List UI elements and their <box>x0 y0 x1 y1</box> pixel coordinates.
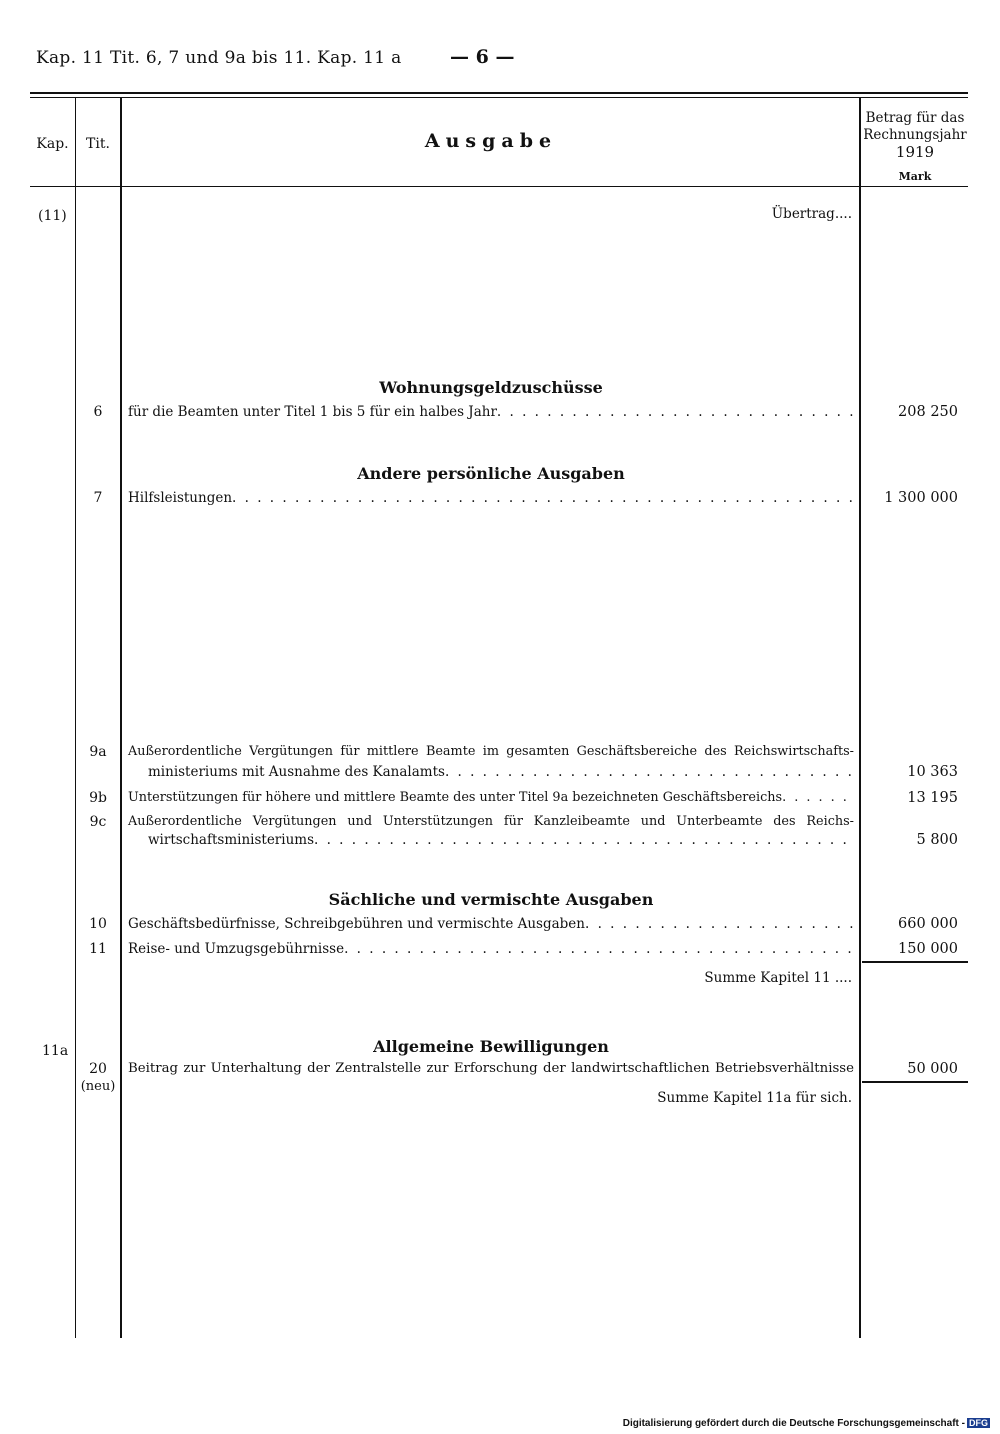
item-9a-line1: Außerordentliche Vergütungen für mittlere Beamte im gesamten Geschäftsbereiche des Reichswirtschafts- <box>128 744 854 759</box>
tit-9b: 9b <box>89 790 107 806</box>
item-9b-text: Unterstützungen für höhere und mittlere Beamte des unter Titel 9a bezeichneten Geschäftsbereichs <box>128 790 783 805</box>
item-9a <box>148 764 854 780</box>
col-header-tit: Tit. <box>86 136 110 152</box>
item-7 <box>128 490 854 506</box>
item-11-text: Reise- und Umzugsgebührnisse <box>128 941 345 957</box>
section-andere: Andere persönliche Ausgaben <box>357 464 625 483</box>
item-10 <box>128 916 854 932</box>
col-header-year: 1919 <box>895 143 935 161</box>
amount-11: 150 000 <box>898 941 958 957</box>
summe-kap-11: Summe Kapitel 11 .... <box>704 970 852 986</box>
page-number: — 6 — <box>450 46 515 68</box>
item-9c-line2: wirtschaftsministeriums <box>148 832 315 848</box>
header-bottom-rule <box>30 186 968 187</box>
tit-20-note: (neu) <box>80 1079 116 1094</box>
item-9a-line2: ministeriums mit Ausnahme des Kanalamts <box>148 764 445 780</box>
item-11 <box>128 941 854 957</box>
dfg-logo: DFG <box>969 1418 988 1428</box>
footer-credit <box>623 1418 990 1429</box>
sum-rule-11 <box>862 961 968 963</box>
footer-credit-text: Digitalisierung gefördert durch die Deutsche Forschungsgemeinschaft - <box>622 1418 965 1429</box>
col-divider-betrag <box>859 98 861 1338</box>
item-6 <box>128 404 854 420</box>
item-7-text: Hilfsleistungen <box>128 490 233 506</box>
item-20-text: Beitrag zur Unterhaltung der Zentralstelle zur Erforschung der landwirtschaftlichen Betriebsverhältnisse <box>128 1061 854 1076</box>
amount-9c: 5 800 <box>916 832 958 848</box>
tit-10: 10 <box>89 916 107 932</box>
kap-11-label: (11) <box>38 208 67 224</box>
item-9c-line1: Außerordentliche Vergütungen und Unterstützungen für Kanzleibeamte und Unterbeamte des Reichs- <box>128 814 854 829</box>
summe-kap-11a: Summe Kapitel 11a für sich. <box>657 1090 852 1106</box>
tit-20: 20 <box>89 1061 107 1077</box>
top-rule-thick <box>30 92 968 94</box>
tit-7: 7 <box>93 490 103 506</box>
running-title: Kap. 11 Tit. 6, 7 und 9a bis 11. Kap. 11 a <box>36 48 402 68</box>
col-divider-kap <box>75 98 76 1338</box>
tit-6: 6 <box>93 404 103 420</box>
section-wohnung: Wohnungsgeldzuschüsse <box>379 378 603 397</box>
tit-9a: 9a <box>89 744 107 760</box>
col-header-unit: Mark <box>898 170 932 183</box>
col-header-betrag-1: Betrag für das <box>865 110 965 126</box>
sum-rule-11a <box>862 1081 968 1083</box>
col-header-ausgabe: Ausgabe <box>424 130 558 152</box>
amount-10: 660 000 <box>898 916 958 932</box>
item-9c <box>148 832 854 848</box>
item-6-text: für die Beamten unter Titel 1 bis 5 für ein halbes Jahr <box>128 404 497 420</box>
tit-9c: 9c <box>89 814 107 830</box>
col-header-kap: Kap. <box>36 136 69 152</box>
tit-11: 11 <box>89 941 107 957</box>
amount-9a: 10 363 <box>907 764 958 780</box>
top-rule-thin <box>30 97 968 98</box>
uebertrag: Übertrag.... <box>771 206 852 222</box>
section-saechliche: Sächliche und vermischte Ausgaben <box>328 890 654 909</box>
amount-20: 50 000 <box>907 1061 958 1077</box>
item-10-text: Geschäftsbedürfnisse, Schreibgebühren und vermischte Ausgaben <box>128 916 585 932</box>
kap-11a-label: 11a <box>42 1043 69 1059</box>
amount-7: 1 300 000 <box>884 490 958 506</box>
amount-6: 208 250 <box>898 404 958 420</box>
amount-9b: 13 195 <box>907 790 958 806</box>
col-divider-tit <box>120 98 122 1338</box>
col-header-betrag-2: Rechnungsjahr <box>863 127 967 143</box>
section-allgemeine: Allgemeine Bewilligungen <box>373 1037 609 1056</box>
item-9b <box>128 790 854 805</box>
